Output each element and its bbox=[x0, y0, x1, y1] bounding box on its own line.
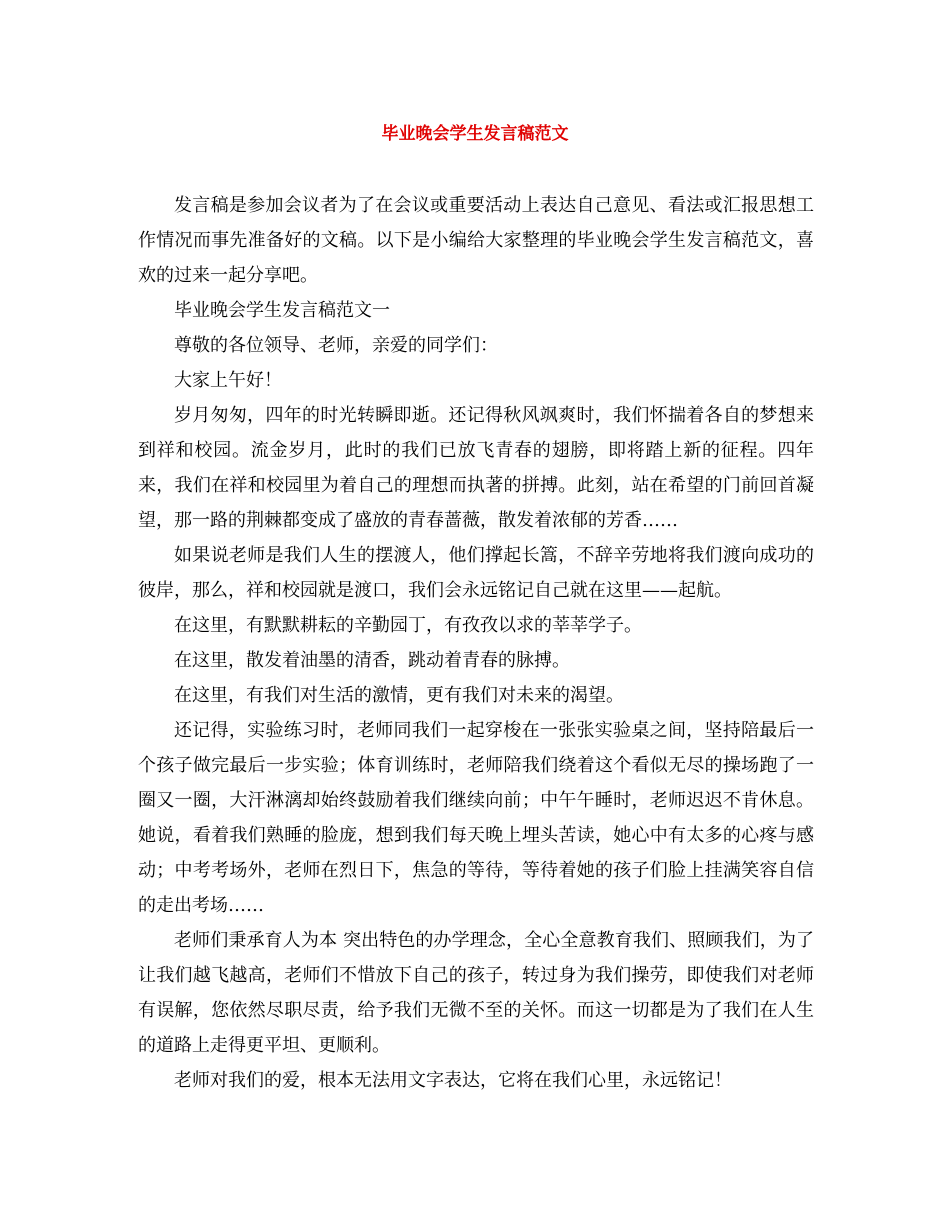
paragraph: 老师们秉承育人为本 突出特色的办学理念，全心全意教育我们、照顾我们，为了让我们越飞越高，老师们不惜放下自己的孩子，转过身为我们操劳，即使我们对老师有误解，您依然尽职尽责，给予我们无微不至的关怀。而这一切都是为了我们在人生的道路上走得更平坦、更顺利。 bbox=[138, 930, 814, 1056]
paragraph-salutation: 尊敬的各位领导、老师，亲爱的同学们： bbox=[174, 335, 498, 356]
paragraph-greeting: 大家上午好！ bbox=[174, 370, 282, 391]
document-title: 毕业晚会学生发言稿范文 bbox=[381, 124, 569, 144]
paragraph: 在这里，有默默耕耘的辛勤园丁，有孜孜以求的莘莘学子。 bbox=[174, 615, 642, 636]
paragraph: 在这里，有我们对生活的激情，更有我们对未来的渴望。 bbox=[174, 685, 624, 706]
document-body bbox=[138, 188, 814, 1098]
paragraph-intro: 发言稿是参加会议者为了在会议或重要活动上表达自己意见、看法或汇报思想工作情况而事先准备好的文稿。以下是小编给大家整理的毕业晚会学生发言稿范文，喜欢的过来一起分享吧。 bbox=[138, 195, 814, 286]
paragraph: 如果说老师是我们人生的摆渡人，他们撑起长篙，不辞辛劳地将我们渡向成功的彼岸，那么，祥和校园就是渡口，我们会永远铭记自己就在这里——起航。 bbox=[138, 545, 814, 601]
paragraph: 岁月匆匆，四年的时光转瞬即逝。还记得秋风飒爽时，我们怀揣着各自的梦想来到祥和校园。流金岁月，此时的我们已放飞青春的翅膀，即将踏上新的征程。四年来，我们在祥和校园里为着自己的理想而执著的拼搏。此刻，站在希望的门前回首凝望，那一路的荆棘都变成了盛放的青春蔷薇，散发着浓郁的芳香…… bbox=[138, 405, 814, 531]
paragraph: 老师对我们的爱，根本无法用文字表达，它将在我们心里，永远铭记！ bbox=[174, 1070, 732, 1091]
paragraph-section-heading: 毕业晚会学生发言稿范文一 bbox=[174, 300, 390, 321]
paragraph: 在这里，散发着油墨的清香，跳动着青春的脉搏。 bbox=[174, 650, 570, 671]
paragraph: 还记得，实验练习时，老师同我们一起穿梭在一张张实验桌之间，坚持陪最后一个孩子做完最后一步实验；体育训练时，老师陪我们绕着这个看似无尽的操场跑了一圈又一圈，大汗淋漓却始终鼓励着我们继续向前；中午午睡时，老师迟迟不肯休息。她说，看着我们熟睡的脸庞，想到我们每天晚上埋头苦读，她心中有太多的心疼与感动；中考考场外，老师在烈日下，焦急的等待，等待着她的孩子们脸上挂满笑容自信的走出考场…… bbox=[138, 720, 814, 916]
